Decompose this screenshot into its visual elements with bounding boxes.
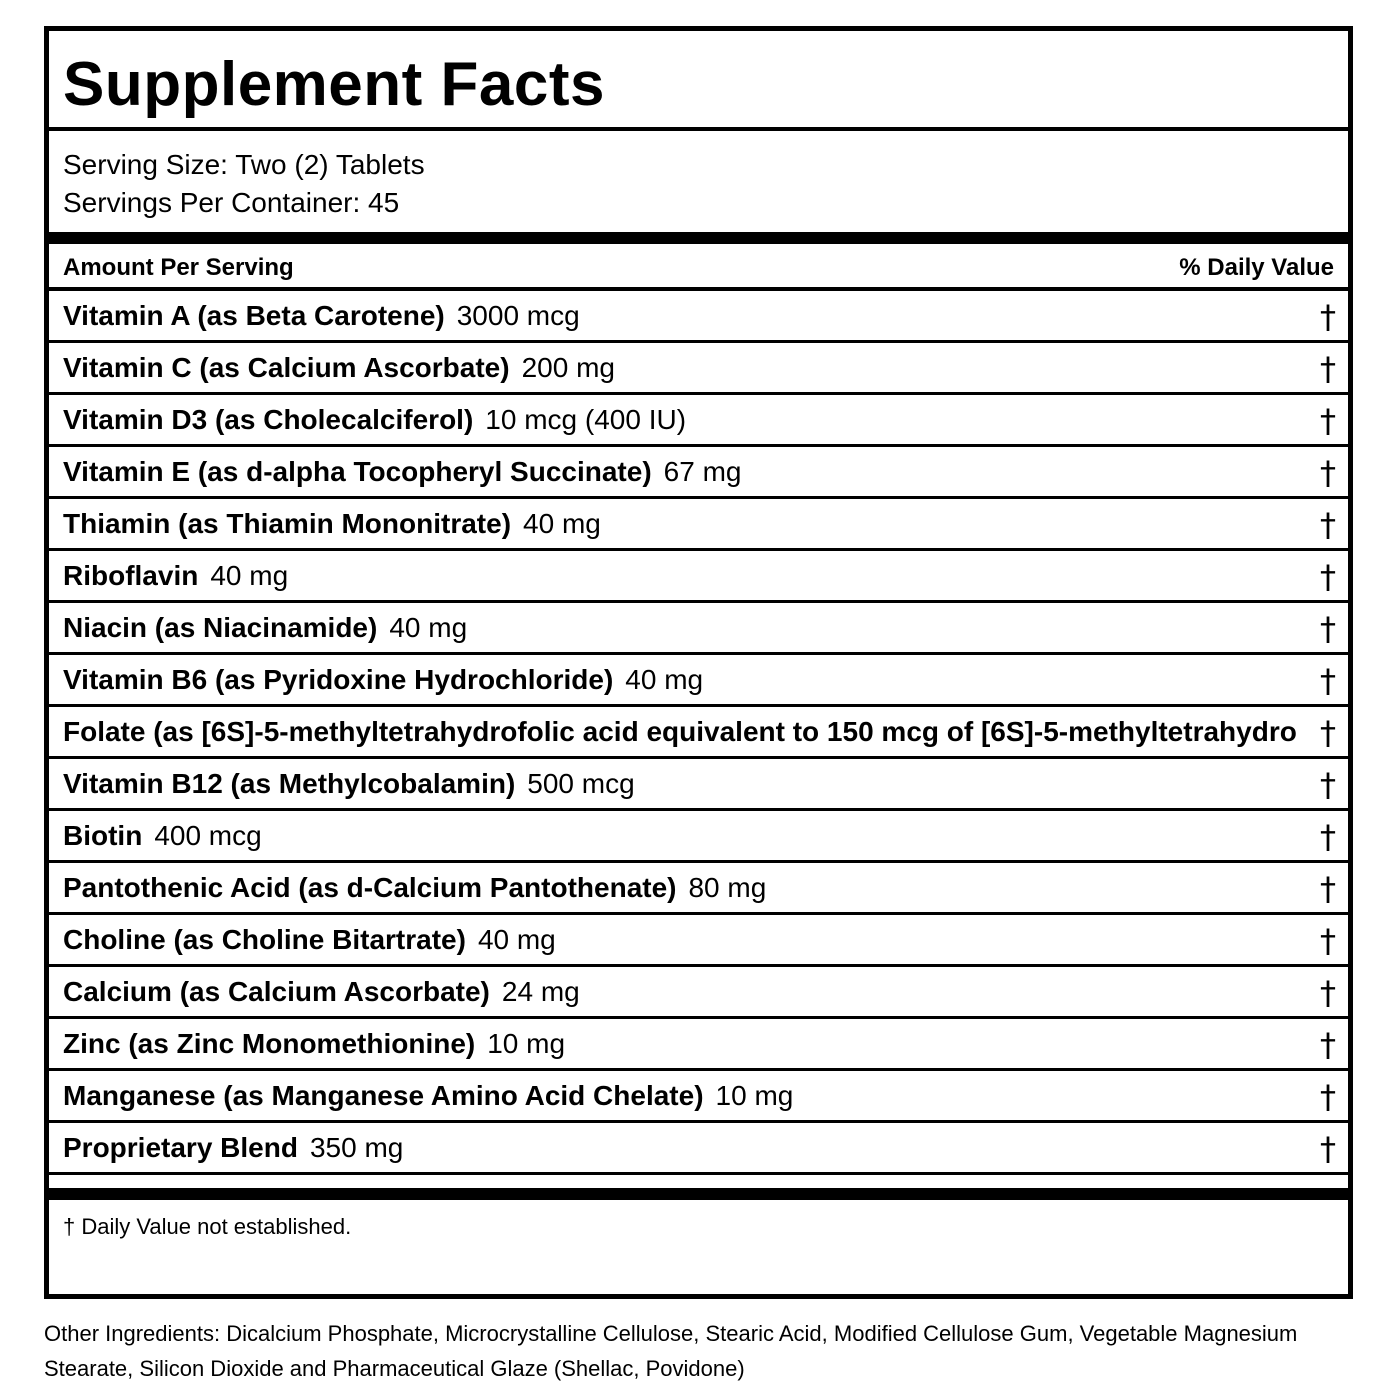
nutrient-name: Vitamin B12 (as Methylcobalamin) (63, 768, 516, 799)
nutrient-name: Vitamin B6 (as Pyridoxine Hydrochloride) (63, 664, 614, 695)
nutrient-row (49, 1071, 1348, 1123)
nutrient-name: Thiamin (as Thiamin Mononitrate) (63, 508, 512, 539)
nutrient-name: Choline (as Choline Bitartrate) (63, 924, 466, 955)
daily-value-mark: † (1320, 454, 1336, 492)
daily-value-mark: † (1320, 922, 1336, 960)
nutrient-row (49, 967, 1348, 1019)
nutrient-name: Zinc (as Zinc Monomethionine) (63, 1028, 476, 1059)
daily-value-footnote: † Daily Value not established. (63, 1214, 352, 1239)
nutrient-amount: 40 mg (477, 924, 556, 955)
daily-value-header: % Daily Value (1179, 254, 1334, 281)
daily-value-mark: † (1320, 350, 1336, 388)
supplement-facts-panel (44, 26, 1353, 1299)
daily-value-mark: † (1320, 1130, 1336, 1168)
daily-value-mark: † (1320, 714, 1336, 752)
nutrient-amount: 10 mcg (400 IU) (485, 404, 687, 435)
nutrient-amount: 500 mcg (527, 768, 635, 799)
nutrient-amount: 40 mg (625, 664, 704, 695)
nutrient-amount: 40 mg (389, 612, 468, 643)
daily-value-mark: † (1320, 818, 1336, 856)
nutrient-amount: 67 mg (663, 456, 742, 487)
nutrient-name: Vitamin C (as Calcium Ascorbate) (63, 352, 510, 383)
nutrient-row (49, 499, 1348, 551)
nutrient-row (49, 291, 1348, 343)
nutrient-amount: 40 mg (210, 560, 289, 591)
nutrient-row (49, 707, 1348, 759)
nutrient-row (49, 603, 1348, 655)
nutrient-amount: 200 mg (521, 352, 615, 383)
nutrient-list (49, 291, 1348, 1175)
daily-value-mark: † (1320, 1026, 1336, 1064)
nutrient-name: Vitamin A (as Beta Carotene) (63, 300, 445, 331)
nutrient-row (49, 1123, 1348, 1175)
other-ingredients: Other Ingredients: Dicalcium Phosphate, Microcrystalline Cellulose, Stearic Acid, Modified Cellulose Gum, Vegetable Magnesium Stearate, Silicon Dioxide and Pharmaceutical Glaze (Shellac, Povidone) (44, 1321, 1298, 1381)
nutrient-name: Niacin (as Niacinamide) (63, 612, 378, 643)
nutrient-name: Manganese (as Manganese Amino Acid Chelate) (63, 1080, 704, 1111)
nutrient-row (49, 1019, 1348, 1071)
nutrient-row (49, 551, 1348, 603)
nutrient-name: Vitamin E (as d-alpha Tocopheryl Succinate) (63, 456, 652, 487)
nutrient-amount: 40 mg (523, 508, 601, 539)
nutrient-amount: 400 mcg (154, 820, 262, 851)
daily-value-mark: † (1320, 766, 1336, 804)
daily-value-mark: † (1320, 402, 1336, 440)
nutrient-name: Calcium (as Calcium Ascorbate) (63, 976, 490, 1007)
nutrient-name: Vitamin D3 (as Cholecalciferol) (63, 404, 474, 435)
nutrient-row (49, 759, 1348, 811)
nutrient-row (49, 447, 1348, 499)
nutrient-name: Pantothenic Acid (as d-Calcium Pantothenate) (63, 872, 677, 903)
nutrient-name: Biotin (63, 820, 143, 851)
nutrient-name: Proprietary Blend (63, 1132, 298, 1163)
nutrient-row (49, 655, 1348, 707)
nutrient-row (49, 811, 1348, 863)
amount-per-serving-header: Amount Per Serving (63, 254, 294, 281)
title-section (49, 31, 1348, 131)
nutrient-amount: 80 mg (688, 872, 767, 903)
daily-value-mark: † (1320, 662, 1336, 700)
daily-value-mark: † (1320, 298, 1336, 336)
serving-info (63, 146, 425, 222)
servings-per-container: Servings Per Container: 45 (63, 187, 400, 218)
daily-value-mark: † (1320, 974, 1336, 1012)
nutrient-name: Riboflavin (63, 560, 199, 591)
nutrient-amount: 350 mg (309, 1132, 404, 1163)
thick-divider-top (49, 232, 1348, 244)
nutrient-amount: 3000 mcg (456, 300, 580, 331)
nutrient-row (49, 395, 1348, 447)
daily-value-mark: † (1320, 870, 1336, 908)
nutrient-row (49, 343, 1348, 395)
nutrient-row (49, 863, 1348, 915)
column-header-row (49, 244, 1348, 291)
nutrient-amount: 10 mg (487, 1028, 566, 1059)
serving-size: Serving Size: Two (2) Tablets (63, 149, 425, 180)
daily-value-mark: † (1320, 506, 1336, 544)
panel-title: Supplement Facts (63, 50, 605, 119)
thick-divider-bottom (49, 1188, 1348, 1200)
nutrient-amount: 10 mg (715, 1080, 794, 1111)
daily-value-mark: † (1320, 610, 1336, 648)
nutrient-row (49, 915, 1348, 967)
daily-value-mark: † (1320, 558, 1336, 596)
nutrient-amount: 24 mg (501, 976, 580, 1007)
nutrient-name: Folate (as [6S]-5-methyltetrahydrofolic acid equivalent to 150 mcg of [6S]-5-methyltetrahydro (63, 716, 1297, 747)
daily-value-mark: † (1320, 1078, 1336, 1116)
